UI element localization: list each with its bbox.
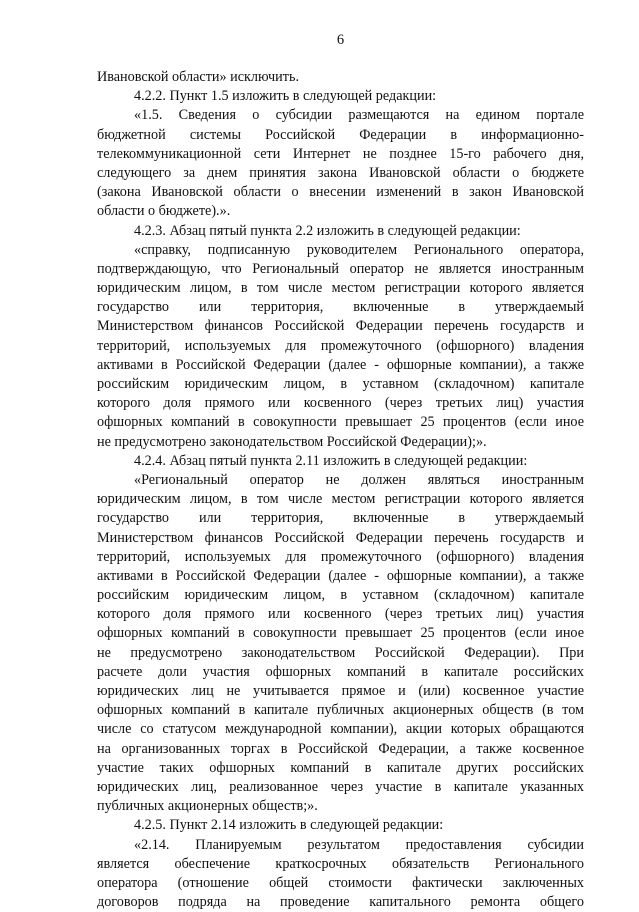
text-line: активами в Российской Федерации (далее - офшорные компании), а также bbox=[97, 356, 584, 373]
text-line: оператора (отношение общей стоимости фактически заключенных bbox=[97, 874, 584, 891]
text-line: 4.2.4. Абзац пятый пункта 2.11 изложить в следующей редакции: bbox=[134, 452, 528, 469]
text-line: Ивановской области» исключить. bbox=[97, 69, 299, 85]
text-line: Министерством финансов Российской Федерации перечень государств и bbox=[97, 318, 584, 335]
text-line: офшорных компаний в капитале публичных акционерных обществ (в том bbox=[97, 702, 584, 719]
text-line: которого доля прямого или косвенного (через третьих лиц) участия bbox=[97, 395, 584, 412]
document-body bbox=[97, 68, 584, 912]
text-line: «1.5. Сведения о субсидии размещаются на едином портале bbox=[134, 107, 584, 124]
text-line: 4.2.5. Пункт 2.14 изложить в следующей редакции: bbox=[134, 817, 444, 834]
text-line: 4.2.3. Абзац пятый пункта 2.2 изложить в следующей редакции: bbox=[134, 222, 521, 239]
text-line: договоров подряда на проведение капитального ремонта общего bbox=[97, 894, 584, 911]
text-line: участие таких офшорных компаний в капитале других российских bbox=[97, 759, 584, 776]
text-line: офшорных компаний в совокупности превышает 25 процентов (если иное bbox=[97, 414, 584, 431]
text-line: области о бюджете).». bbox=[97, 203, 231, 220]
text-line: телекоммуникационной сети Интернет не позднее 15-го рабочего дня, bbox=[97, 145, 584, 162]
text-line: юридическим лицом, в том числе местом регистрации которого является bbox=[97, 491, 584, 508]
text-line: публичных акционерных обществ;». bbox=[97, 798, 318, 815]
text-line: расчете доли участия офшорных компаний в капитале российских bbox=[97, 663, 584, 680]
text-line: на организованных торгах в Российской Федерации, а также косвенное bbox=[97, 740, 584, 757]
text-line: российским юридическим лицом, в уставном (складочном) капитале bbox=[97, 376, 584, 392]
text-line: российским юридическим лицом, в уставном (складочном) капитале bbox=[97, 587, 584, 604]
text-line: которого доля прямого или косвенного (через третьих лиц) участия bbox=[97, 606, 584, 623]
text-line: следующего за днем принятия закона Ивановской области о бюджете bbox=[97, 164, 584, 181]
text-line: «2.14. Планируемым результатом предоставления субсидии bbox=[134, 836, 584, 853]
page-number: 6 bbox=[336, 32, 345, 48]
text-line: числе со статусом международной компании), акции которых обращаются bbox=[97, 721, 584, 738]
text-line: активами в Российской Федерации (далее - офшорные компании), а также bbox=[97, 567, 584, 584]
text-line: 4.2.2. Пункт 1.5 изложить в следующей редакции: bbox=[134, 88, 437, 105]
text-line: территорий, используемых для промежуточного (офшорного) владения bbox=[97, 337, 584, 354]
text-line: (закона Ивановской области о внесении изменений в закон Ивановской bbox=[97, 184, 584, 201]
text-line: «справку, подписанную руководителем Регионального оператора, bbox=[134, 241, 584, 258]
text-line: юридическим лицом, в том числе местом регистрации которого является bbox=[97, 280, 584, 297]
text-line: подтверждающую, что Региональный оператор не является иностранным bbox=[97, 260, 584, 277]
text-line: Министерством финансов Российской Федерации перечень государств и bbox=[97, 529, 584, 546]
text-line: юридических лиц, реализованное через участие в капитале указанных bbox=[97, 778, 584, 795]
text-line: «Региональный оператор не должен являться иностранным bbox=[134, 471, 584, 488]
text-line: не предусмотрено законодательством Российской Федерации). При bbox=[97, 644, 584, 661]
text-line: является обеспечение краткосрочных обязательств Регионального bbox=[97, 855, 584, 872]
document-page bbox=[97, 30, 584, 912]
text-line: государство или территория, включенные в утверждаемый bbox=[97, 299, 584, 316]
text-line: бюджетной системы Российской Федерации в информационно- bbox=[97, 126, 584, 143]
text-line: государство или территория, включенные в утверждаемый bbox=[97, 510, 584, 527]
text-line: территорий, используемых для промежуточного (офшорного) владения bbox=[97, 548, 584, 565]
text-line: офшорных компаний в совокупности превышает 25 процентов (если иное bbox=[97, 625, 584, 642]
text-line: юридических лиц не учитывается прямое и (или) косвенное участие bbox=[97, 683, 584, 699]
text-line: не предусмотрено законодательством Российской Федерации);». bbox=[97, 433, 487, 450]
